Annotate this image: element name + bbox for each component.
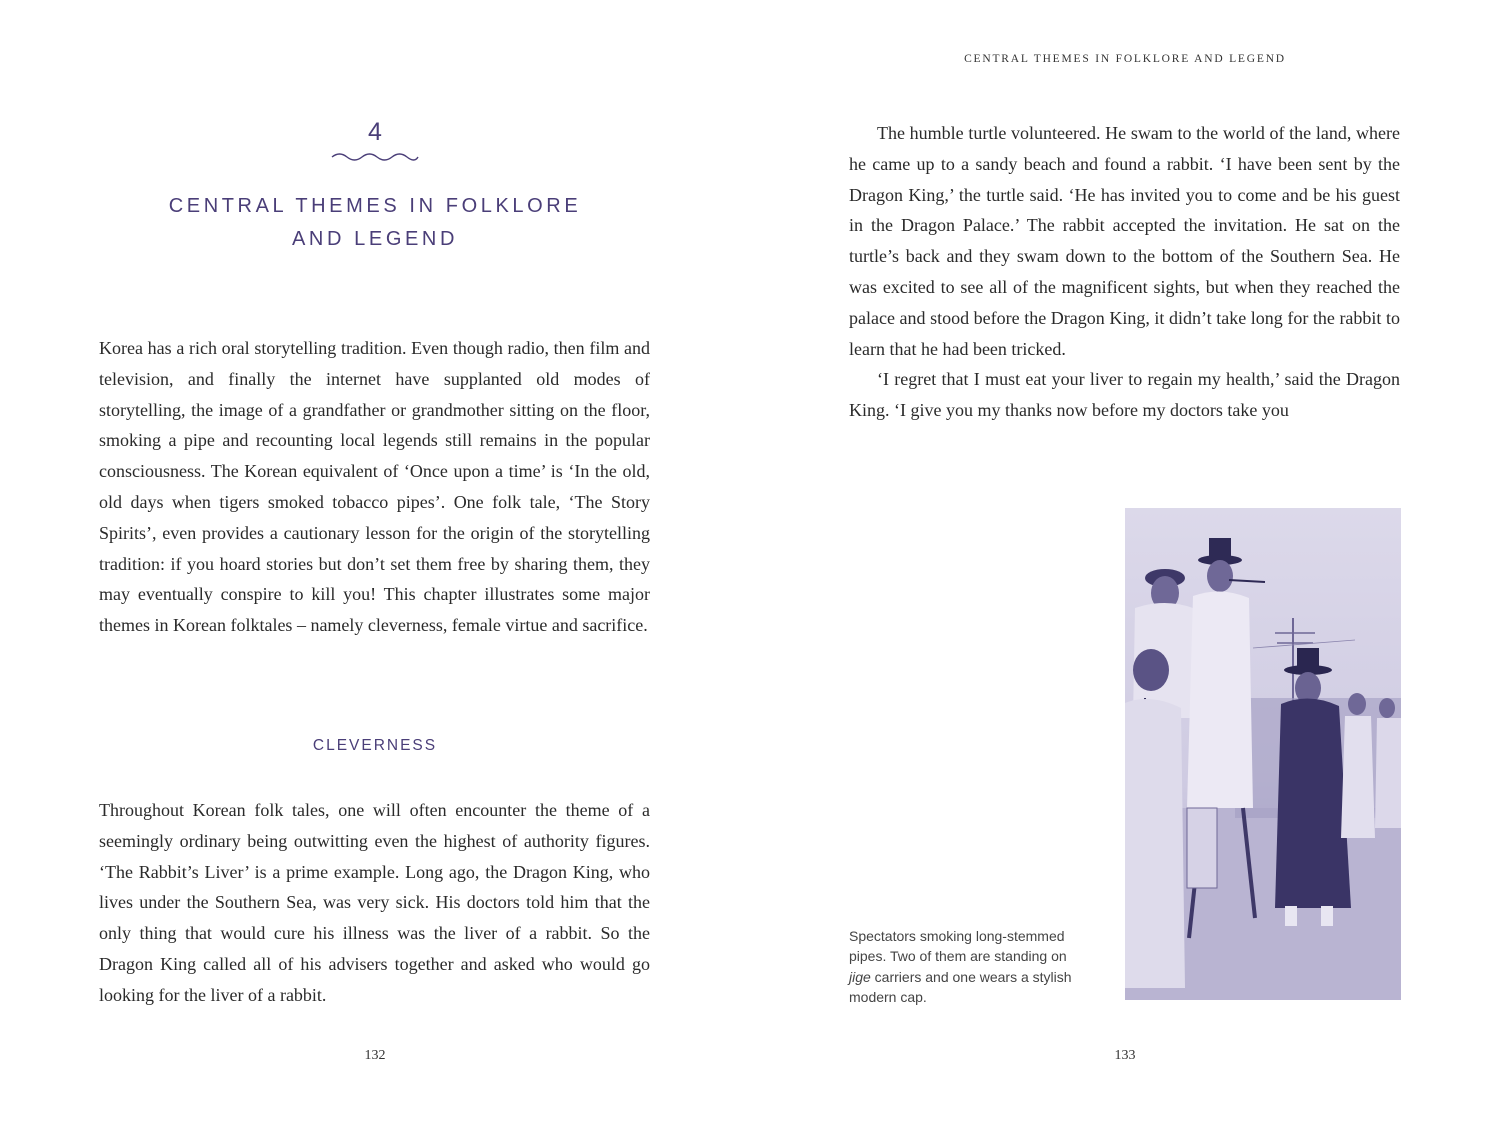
chapter-title <box>100 190 650 256</box>
story-text <box>849 118 1400 426</box>
wave-ornament-icon <box>330 150 420 164</box>
caption-italic-term: jige <box>849 968 871 985</box>
spectators-photo <box>1125 508 1401 1000</box>
page-number-right: 133 <box>1114 1048 1136 1063</box>
cleverness-paragraph <box>99 795 650 1011</box>
photo-caption <box>849 926 1089 1007</box>
intro-paragraph <box>99 333 650 641</box>
caption-text-1: Spectators smoking long-stemmed pipes. Two of them are standing on <box>849 928 1067 965</box>
running-head: CENTRAL THEMES IN FOLKLORE AND LEGEND <box>964 53 1286 65</box>
cleverness-paragraph-text: Throughout Korean folk tales, one will often encounter the theme of a seemingly ordinary being outwitting even the highest of authority figures. ‘The Rabbit’s Liver’ is a prime example. Long ago, the Dragon King, who lives under the Southern Sea, was very sick. His doctors told him that the only thing that would cure his illness was the liver of a rabbit. So the Dragon King called all of his advisers together and asked who would go looking for the liver of a rabbit. <box>99 800 650 1005</box>
right-page <box>750 0 1500 1140</box>
story-paragraph-2: ‘I regret that I must eat your liver to regain my health,’ said the Dragon King. ‘I give you my thanks now before my doctors take you <box>849 369 1400 421</box>
section-heading-cleverness: CLEVERNESS <box>312 737 438 754</box>
page-number-left: 132 <box>364 1048 386 1063</box>
intro-paragraph-text: Korea has a rich oral storytelling tradition. Even though radio, then film and television, and finally the internet have supplanted old modes of storytelling, the image of a grandfather or grandmother sitting on the floor, smoking a pipe and recounting local legends still remains in the popular consciousness. The Korean equivalent of ‘Once upon a time’ is ‘In the old, old days when tigers smoked tobacco pipes’. One folk tale, ‘The Story Spirits’, even provides a cautionary lesson for the origin of the storytelling tradition: if you hoard stories but don’t set them free by sharing them, they may eventually conspire to kill you! This chapter illustrates some major themes in Korean folktales – namely cleverness, female virtue and sacrifice. <box>99 338 650 636</box>
chapter-number: 4 <box>368 118 382 146</box>
caption-text-2: carriers and one wears a stylish modern cap. <box>849 968 1072 1005</box>
chapter-title-line-2: AND LEGEND <box>291 228 459 250</box>
chapter-title-line-1: CENTRAL THEMES IN FOLKLORE <box>168 195 582 217</box>
story-paragraph-1: The humble turtle volunteered. He swam to the world of the land, where he came up to a sandy beach and found a rabbit. ‘I have been sent by the Dragon King,’ the turtle said. ‘He has invited you to come and be his guest in the Dragon Palace.’ The rabbit accepted the invitation. He sat on the turtle’s back and they swam down to the bottom of the Southern Sea. He was excited to see all of the magnificent sights, but when they reached the palace and stood before the Dragon King, it didn’t take long for the rabbit to learn that he had been tricked. <box>849 123 1400 359</box>
